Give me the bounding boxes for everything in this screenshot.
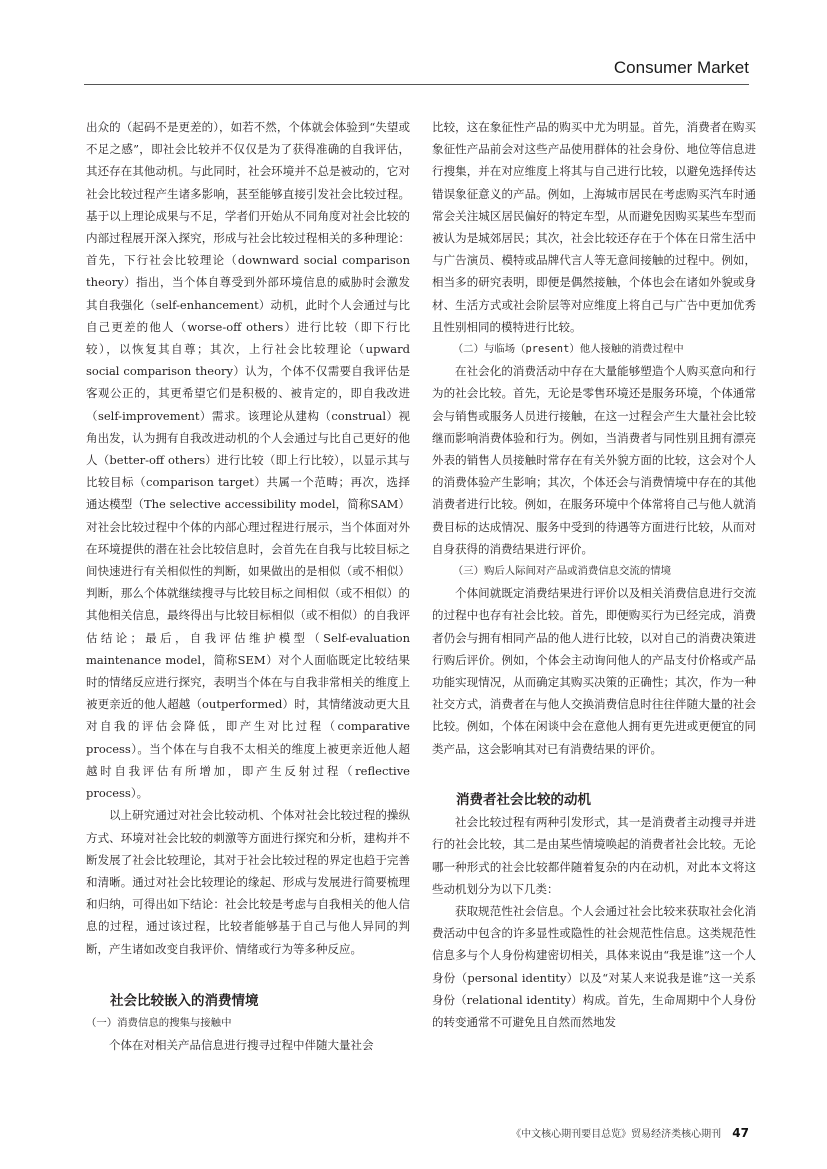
paragraph: 出众的（起码不是更差的），如若不然，个体就会体验到“失望或不足之感”，即社会比较并不仅仅是为了获得准确的自我评估，其还存在其他动机。与此同时，社会环境并不总是被动的，它对社会比较过程产生诸多影响，甚至能够直接引发社会比较过程。基于以上理论成果与不足，学者们开始从不同角度对社会比较的内部过程展开深入探究，形成与社会比较过程相关的多种理论：首先，下行社会比较理论（downward social comparison theory）指出，当个体自尊受到外部环境信息的威胁时会激发其自我强化（self-enhancement）动机，此时个人会通过与比自己更差的他人（worse-off others）进行比较（即下行比较），以恢复其自尊；其次，上行社会比较理论（upward social comparison theory）认为，个体不仅需要自我评估是客观公正的，其更希望它们是积极的、被肯定的，即自我改进（self-improvement）需求。该理论从建构（construal）视角出发，认为拥有自我改进动机的个人会通过与比自己更好的他人（better-off others）进行比较（即上行比较），以显示其与比较目标（comparison target）共属一个范畴；再次，选择通达模型（The selective accessibility model，简称SAM）对社会比较过程中个体的内部心理过程进行展示，当个体面对外在环境提供的潜在社会比较信息时，会首先在自我与比较目标之间快速进行有关相似性的判断，如果做出的是相似（或不相似）判断，那么个体就继续搜寻与比较目标之间相似（或不相似）的其他相关信息，最终得出与比较目标相似（或不相似）的自我评估结论；最后，自我评估维护模型（Self-evaluation maintenance model，简称SEM）对个人面临既定比较结果时的情绪反应进行探究，表明当个体在与自我非常相关的维度上被更亲近的他人超越（outperformed）时，其情绪波动更大且对自我的评估会降低，即产生对比过程（comparative process）。当个体在与自我不太相关的维度上被更亲近他人超越时自我评估有所增加，即产生反射过程（reflective process）。 (86, 120, 410, 801)
subsection-heading: （一）消费信息的搜集与接触中 (86, 1016, 232, 1029)
page-footer (511, 1125, 749, 1140)
page-number: 47 (732, 1126, 749, 1140)
paragraph: 个体间就既定消费结果进行评价以及相关消费信息进行交流的过程中也存有社会比较。首先，即便购买行为已经完成，消费者仍会与拥有相同产品的他人进行比较，以对自己的消费决策进行购后评价。例如，个体会主动询问他人的产品支付价格或产品功能实现情况，从而确定其购买决策的正确性；其次，作为一种社交方式，消费者在与他人交换消费信息时往往伴随大量的社会比较。例如，个体在闲谈中会在意他人拥有更先进或更便宜的同类产品，这会影响其对已有消费结果的评价。 (432, 586, 756, 756)
subsection-heading: （三）购后人际间对产品或消费信息交流的情境 (452, 565, 671, 578)
right-column (432, 116, 756, 1033)
subsection-heading: （二）与临场（present）他人接触的消费过程中 (452, 343, 684, 356)
paragraph: 以上研究通过对社会比较动机、个体对社会比较过程的操纵方式、环境对社会比较的刺激等方面进行探究和分析，建构并不断发展了社会比较理论，其对于社会比较过程的界定也趋于完善和清晰。通过对社会比较理论的缘起、形成与发展进行简要梳理和归纳，可得出如下结论：社会比较是考虑与自我相关的他人信息的过程，通过该过程，比较者能够基于自己与他人异同的判断，产生诸如改变自我评价、情绪或行为等多种反应。 (86, 808, 410, 956)
paragraph: 比较，这在象征性产品的购买中尤为明显。首先，消费者在购买象征性产品前会对这些产品使用群体的社会身份、地位等信息进行搜集，并在对应维度上将其与自己进行比较，以避免选择传达错误象征意义的产品。例如，上海城市居民在考虑购买汽车时通常会关注城区居民偏好的特定车型，从而避免因购买某些车型而被认为是城郊居民；其次，社会比较还存在于个体在日常生活中与广告演员、模特或品牌代言人等无意间接触的过程中。例如，相当多的研究表明，即便是偶然接触，个体也会在诸如外貌或身材、生活方式或社会阶层等对应维度上将自己与广告中更加优秀且性别相同的模特进行比较。 (432, 120, 756, 334)
journal-section-title: Consumer Market (613, 58, 749, 77)
paragraph: 社会比较过程有两种引发形式，其一是消费者主动搜寻并进行的社会比较，其二是由某些情境唤起的消费者社会比较。无论哪一种形式的社会比较都伴随着复杂的内在动机，对此本文将这些动机划分为以下几类： (432, 815, 756, 896)
section-heading: 消费者社会比较的动机 (456, 791, 591, 808)
paragraph: 在社会化的消费活动中存在大量能够塑造个人购买意向和行为的社会比较。首先，无论是零售环境还是服务环境，个体通常会与销售或服务人员进行接触，在这一过程会产生大量社会比较继而影响消费体验和行为。例如，当消费者与同性别且拥有漂亮外表的销售人员接触时常存在有关外貌方面的比较，这会对个人的消费体验产生影响；其次，个体还会与消费情境中存在的其他消费者进行比较。例如，在服务环境中个体常将自己与他人就消费目标的达成情况、服务中受到的待遇等方面进行比较，从而对自身获得的消费结果进行评价。 (432, 364, 756, 556)
section-gap (86, 960, 410, 990)
footer-journal-note: 《中文核心期刊要目总览》贸易经济类核心期刊 (511, 1129, 722, 1140)
header-rule (84, 84, 749, 85)
section-gap (432, 760, 756, 789)
section-heading: 社会比较嵌入的消费情境 (110, 992, 259, 1009)
paragraph: 获取规范性社会信息。个人会通过社会比较来获取社会化消费活动中包含的许多显性或隐性的社会规范性信息。这类规范性信息多与个人身份构建密切相关，具体来说由“我是谁”这一个人身份（personal identity）以及“对某人来说我是谁”这一关系身份（relational identity）构成。首先，生命周期中个人身份的转变通常不可避免且自然而然地发 (432, 903, 756, 1029)
left-column (86, 116, 410, 1056)
paragraph: 个体在对相关产品信息进行搜寻过程中伴随大量社会 (109, 1038, 374, 1053)
